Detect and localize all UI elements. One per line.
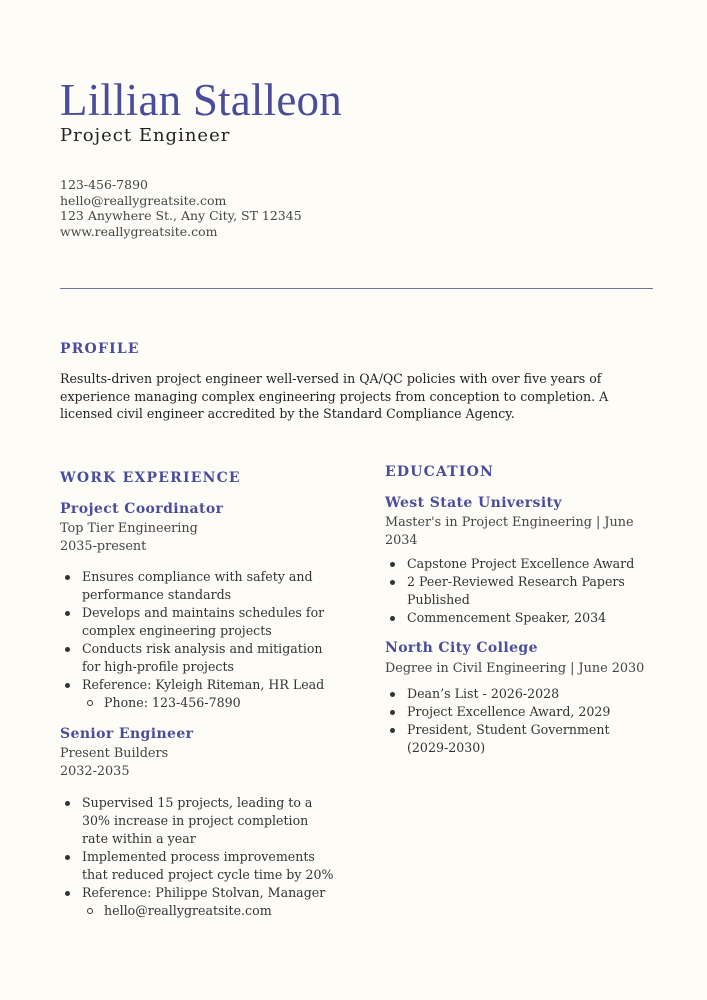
job-bullet: Conducts risk analysis and mitigation for high-profile projects [60,640,335,676]
school-degree: Degree in Civil Engineering | June 2030 [385,661,645,676]
job-sub-bullet: Phone: 123-456-7890 [82,694,335,712]
school-entry [385,494,653,627]
job-bullet: Ensures compliance with safety and performance standards [60,568,335,604]
school-degree: Master's in Project Engineering | June 2034 [385,515,634,548]
job-title: Senior Engineer [60,726,194,742]
school-bullet: President, Student Government (2029-2030) [385,721,653,757]
job-entry [60,725,335,920]
resume-page [60,0,653,1000]
contact-phone: 123-456-7890 [60,177,148,192]
contact-email: hello@reallygreatsite.com [60,192,227,208]
school-bullet: Project Excellence Award, 2029 [385,703,653,721]
contact-website: www.reallygreatsite.com [60,223,218,239]
profile-heading: PROFILE [60,341,140,357]
job-reference: Reference: Kyleigh Riteman, HR Lead [82,677,325,692]
header-divider [60,288,653,289]
contact-address: 123 Anywhere St., Any City, ST 12345 [60,208,302,223]
job-sub-bullets [82,694,335,712]
job-bullet [60,676,335,712]
school-name: North City College [385,640,538,656]
school-bullets [385,555,653,627]
job-bullet [60,884,335,920]
contact-block [60,177,302,239]
job-dates: 2032-2035 [60,764,130,779]
school-bullet: Capstone Project Excellence Award [385,555,653,573]
job-company: Top Tier Engineering [60,521,198,536]
job-title: Project Coordinator [60,501,224,517]
job-dates: 2035-present [60,539,147,554]
school-name: West State University [385,495,562,511]
school-bullet: 2 Peer-Reviewed Research Papers Published [385,573,653,609]
job-company: Present Builders [60,746,169,761]
education-heading: EDUCATION [385,464,495,480]
job-entry [60,500,335,712]
profile-text: Results-driven project engineer well-versed in QA/QC policies with over five years of experience managing complex engineering projects from conception to completion. A licensed civil engineer accredited by the Standard Compliance Agency. [60,371,609,422]
job-bullets [60,794,335,920]
school-bullet: Dean’s List - 2026-2028 [385,685,653,703]
school-bullets [385,685,653,757]
job-bullet: Develops and maintains schedules for complex engineering projects [60,604,335,640]
job-bullet: Supervised 15 projects, leading to a 30% increase in project completion rate within a year [60,794,335,848]
job-reference: Reference: Philippe Stolvan, Manager [82,885,326,900]
work-experience-heading: WORK EXPERIENCE [60,470,241,486]
work-experience-section [60,469,335,920]
job-bullets [60,568,335,712]
education-section [385,463,653,757]
candidate-title: Project Engineer [60,125,231,146]
job-bullet: Implemented process improvements that reduced project cycle time by 20% [60,848,335,884]
job-sub-bullet: hello@reallygreatsite.com [82,902,335,920]
candidate-name: Lillian Stalleon [60,75,342,125]
job-sub-bullets [82,902,335,920]
school-entry [385,639,653,757]
school-bullet: Commencement Speaker, 2034 [385,609,653,627]
